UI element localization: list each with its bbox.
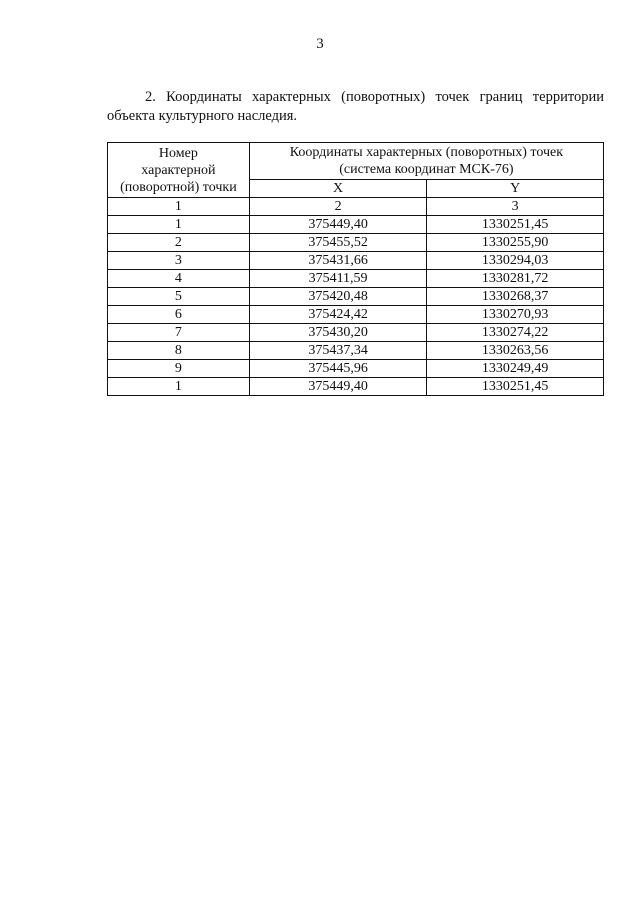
header-coords-line-2: (система координат МСК-76) bbox=[339, 162, 514, 177]
coord-y: 1330274,22 bbox=[427, 324, 604, 342]
table-index-row bbox=[108, 198, 604, 216]
point-number: 9 bbox=[108, 360, 250, 378]
header-coordinates bbox=[249, 143, 603, 180]
table-row bbox=[108, 360, 604, 378]
index-cell-1: 1 bbox=[108, 198, 250, 216]
header-coords-line-1: Координаты характерных (поворотных) точек bbox=[289, 145, 564, 160]
header-num-line-3: (поворотной) точки bbox=[120, 179, 237, 195]
point-number: 4 bbox=[108, 270, 250, 288]
header-x: X bbox=[249, 180, 427, 198]
table-row bbox=[108, 378, 604, 396]
coord-y: 1330263,56 bbox=[427, 342, 604, 360]
coord-x: 375455,52 bbox=[249, 234, 427, 252]
table-row bbox=[108, 288, 604, 306]
coord-x: 375431,66 bbox=[249, 252, 427, 270]
heading-line-1: 2. Координаты характерных (поворотных) точек границ территории bbox=[145, 89, 604, 105]
point-number: 1 bbox=[108, 216, 250, 234]
point-number: 7 bbox=[108, 324, 250, 342]
point-number: 8 bbox=[108, 342, 250, 360]
index-cell-2: 2 bbox=[249, 198, 427, 216]
coord-x: 375420,48 bbox=[249, 288, 427, 306]
coord-y: 1330255,90 bbox=[427, 234, 604, 252]
coord-x: 375430,20 bbox=[249, 324, 427, 342]
coord-y: 1330270,93 bbox=[427, 306, 604, 324]
coord-x: 375449,40 bbox=[249, 378, 427, 396]
coord-y: 1330251,45 bbox=[427, 378, 604, 396]
table-row bbox=[108, 252, 604, 270]
table-row bbox=[108, 216, 604, 234]
header-num-line-1: Номер bbox=[158, 145, 198, 161]
coord-x: 375449,40 bbox=[249, 216, 427, 234]
table-row bbox=[108, 342, 604, 360]
page-number: 3 bbox=[316, 36, 324, 52]
header-y: Y bbox=[427, 180, 604, 198]
coord-y: 1330268,37 bbox=[427, 288, 604, 306]
table-row bbox=[108, 234, 604, 252]
point-number: 6 bbox=[108, 306, 250, 324]
index-cell-3: 3 bbox=[427, 198, 604, 216]
table-row bbox=[108, 306, 604, 324]
point-number: 5 bbox=[108, 288, 250, 306]
coord-y: 1330249,49 bbox=[427, 360, 604, 378]
header-point-number bbox=[108, 143, 250, 198]
heading-line-2: объекта культурного наследия. bbox=[107, 108, 298, 124]
table-row bbox=[108, 324, 604, 342]
coord-x: 375411,59 bbox=[249, 270, 427, 288]
table-header-row bbox=[108, 143, 604, 180]
coord-y: 1330281,72 bbox=[427, 270, 604, 288]
coordinates-table bbox=[107, 142, 604, 396]
coord-x: 375445,96 bbox=[249, 360, 427, 378]
coord-y: 1330294,03 bbox=[427, 252, 604, 270]
coord-x: 375437,34 bbox=[249, 342, 427, 360]
point-number: 2 bbox=[108, 234, 250, 252]
point-number: 3 bbox=[108, 252, 250, 270]
section-heading bbox=[107, 88, 604, 126]
coord-y: 1330251,45 bbox=[427, 216, 604, 234]
header-num-line-2: характерной bbox=[141, 162, 216, 178]
table-row bbox=[108, 270, 604, 288]
coord-x: 375424,42 bbox=[249, 306, 427, 324]
point-number: 1 bbox=[108, 378, 250, 396]
